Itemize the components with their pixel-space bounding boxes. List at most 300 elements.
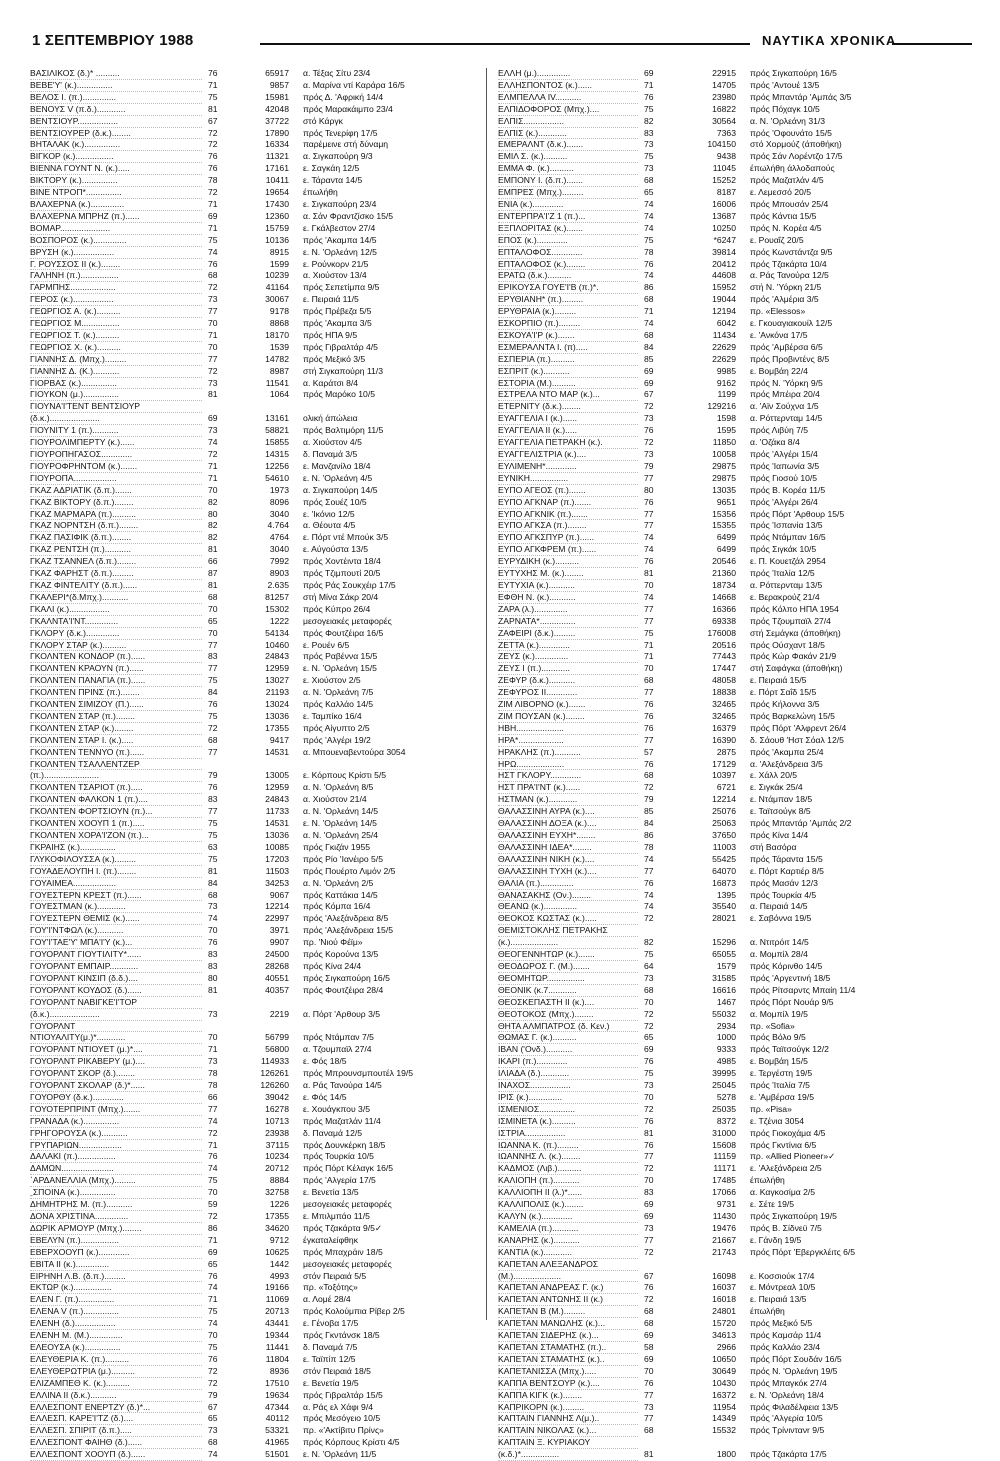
ship-row — [30, 532, 480, 544]
position-note: στό Κάργκ — [303, 115, 343, 126]
ship-row — [30, 925, 480, 937]
tonnage: 6042 — [716, 318, 736, 329]
build-year: 76 — [644, 556, 654, 567]
build-year: 76 — [208, 1270, 218, 1281]
ship-name: ΓΡΗΓΟΡΟΥΣΑ (κ.)........... — [30, 1127, 202, 1139]
position-note: πρός Δ. 'Αφρική 14/4 — [303, 91, 384, 102]
position-note: μεσογειακές μεταφορές — [303, 1258, 392, 1269]
build-year: 68 — [644, 675, 654, 686]
tonnage: 10460 — [265, 639, 289, 650]
position-note: έπωλήθη — [750, 1175, 785, 1186]
ship-name: ΒΕΝΤΣΙΟΥΡ................. — [30, 115, 202, 127]
build-year: 73 — [644, 163, 654, 174]
ship-row — [30, 425, 480, 437]
tonnage: 7992 — [269, 556, 289, 567]
build-year: 74 — [208, 1163, 218, 1174]
tonnage: *6247 — [713, 234, 736, 245]
position-note: πρός 'Αργεντινή 18/5 — [750, 972, 831, 983]
ship-name: ΓΚΟΛΝΤΕΝ ΠΡΙΝΣ (π.)........ — [30, 687, 202, 699]
tonnage: 10411 — [265, 175, 289, 186]
tonnage: 12360 — [265, 210, 289, 221]
ship-row — [30, 329, 480, 341]
issue-date: 1 ΣΕΠΤΕΜΒΡΙΟΥ 1988 — [32, 32, 194, 49]
ship-name: ΕΛΠΙΣ (κ.)............ — [498, 127, 638, 139]
build-year: 71 — [644, 306, 654, 317]
ship-row — [498, 1389, 970, 1401]
position-note: πρός Γιοσού 10/5 — [750, 472, 818, 483]
tonnage — [234, 996, 295, 1008]
ship-row — [30, 1199, 480, 1211]
position-note: ε. Ντάμπαν 18/5 — [750, 794, 813, 805]
ship-name: (κ.δ.)*................ — [498, 1449, 638, 1461]
ship-name: ΒΕΝΤΣΙΟΥΡΕΡ (δ.κ.)........ — [30, 127, 202, 139]
ship-name: ΕΛΕΥΘΕΡΙΑ Κ. (π.).......... — [30, 1353, 202, 1365]
ship-row — [498, 925, 970, 937]
ship-row — [30, 1211, 480, 1223]
build-year: 84 — [208, 877, 218, 888]
build-year: 72 — [208, 1377, 218, 1388]
ship-row — [498, 1377, 970, 1389]
ship-row — [498, 770, 970, 782]
ship-row — [498, 437, 970, 449]
tonnage: 15952 — [712, 282, 736, 293]
position-note: πρός Καλλάο 14/5 — [303, 699, 374, 710]
ship-row — [30, 1294, 480, 1306]
build-year: 73 — [644, 1080, 654, 1091]
tonnage: 5278 — [716, 1091, 736, 1102]
position-note: μεσογειακές μεταφορές — [303, 1199, 392, 1210]
tonnage: 24843 — [265, 651, 289, 662]
ship-name: ΕΛΕΝΑ V (π.)............... — [30, 1306, 202, 1318]
position-note: ε. Π. Κουετζάλ 2954 — [750, 556, 826, 567]
position-note: πρός Σεπετίμπα 9/5 — [303, 282, 380, 293]
tonnage: 17066 — [712, 1187, 736, 1198]
build-year: 72 — [208, 187, 218, 198]
position-note — [295, 996, 480, 1008]
build-year: 69 — [644, 68, 654, 79]
ship-name: ΕΛΛΕΣΠ. ΣΠΙΡΙΤ (δ.π.)..... — [30, 1425, 202, 1437]
ship-row — [498, 1103, 970, 1115]
ship-name: ΚΑΠΕΤΑΝ ΣΙΔΕΡΗΣ (κ.)... — [498, 1330, 638, 1342]
tonnage: 1539 — [269, 341, 289, 352]
ship-row — [498, 1056, 970, 1068]
ship-name: ΖΕΦΥΡ (δ.κ.)........... — [498, 675, 638, 687]
ship-name: ΘΑΛΑΣΣΙΝΗ ΑΥΡΑ (κ.).... — [498, 806, 638, 818]
build-year: 75 — [208, 675, 218, 686]
ship-name: ΓΙΑΝΝΗΣ Δ. (Μπχ.)......... — [30, 353, 202, 365]
ship-name: ΒΙΕΝΝΑ ΓΟΥΝΤ Ν. (κ.)..... — [30, 163, 202, 175]
build-year: 67 — [644, 389, 654, 400]
build-year: 77 — [208, 663, 218, 674]
tonnage: 23980 — [712, 91, 736, 102]
position-note: ε. Ταϊπίπ 12/5 — [303, 1353, 356, 1364]
position-note: στή Ν. 'Υόρκη 21/5 — [750, 282, 822, 293]
tonnage: 2.635 — [267, 579, 289, 590]
ship-row — [30, 1187, 480, 1199]
build-year: 72 — [208, 1127, 218, 1138]
tonnage: 9857 — [269, 79, 289, 90]
ship-name: ΗΣΤ ΠΡΑ'Ι'ΝΤ (κ.)...... — [498, 782, 638, 794]
ship-row — [30, 258, 480, 270]
ship-name: ΕΥΑΓΓΕΛΙΑ ΠΕΤΡΑΚΗ (κ.). — [498, 437, 638, 449]
position-note: πρός 'Ιταλία 7/5 — [750, 1080, 810, 1091]
ship-name: ΓΛΥΚΟΦΙΛΟΥΣΣΑ (κ.)......... — [30, 853, 202, 865]
position-note: πρός 'Αλεξάνδρεια 8/5 — [303, 913, 389, 924]
build-year: 72 — [644, 1246, 654, 1257]
build-year: 78 — [644, 246, 654, 257]
position-note: ε. Μανζανίλο 18/4 — [303, 460, 371, 471]
tonnage: 81257 — [265, 591, 289, 602]
tonnage: 14349 — [712, 1413, 736, 1424]
position-note: ε. Χάλλ 20/5 — [750, 770, 798, 781]
tonnage: 15855 — [265, 437, 289, 448]
position-note: πρός Πόρτ Κέλαγκ 16/5 — [303, 1163, 394, 1174]
build-year: 69 — [208, 1246, 218, 1257]
ship-name: ΓΚΑΖ ΦΙΝΤΕΛΙΤΥ (δ.π.)...... — [30, 579, 202, 591]
ship-name: ΘΩΜΑΣ Γ. (κ.).......... — [498, 1032, 638, 1044]
build-year: 72 — [208, 282, 218, 293]
position-note: πρός Μαζατλάν 11/4 — [303, 1115, 381, 1126]
ship-name: ΓΚΛΟΡΥ ΣΤΑΡ (κ.).......... — [30, 639, 202, 651]
position-note: πρός Γιβραλτάρ 15/5 — [303, 1389, 383, 1400]
position-note: πρός Τουρκία 10/5 — [303, 1151, 374, 1162]
ship-row — [498, 127, 970, 139]
build-year: 71 — [208, 1294, 218, 1305]
ship-row — [30, 234, 480, 246]
ship-row — [498, 591, 970, 603]
build-year: 75 — [644, 151, 654, 162]
build-year: 74 — [208, 246, 218, 257]
ship-name: ΘΑΝΑΣΑΚΗΣ (Ον.)........ — [498, 889, 638, 901]
build-year: 68 — [208, 889, 218, 900]
build-year: 70 — [208, 1032, 218, 1043]
position-note: ε. Πόρτ ντέ Μπούκ 3/5 — [303, 532, 389, 543]
build-year: 74 — [208, 1449, 218, 1460]
build-year: 83 — [208, 794, 218, 805]
ship-row — [30, 1449, 480, 1461]
tonnage: 11541 — [265, 377, 289, 388]
build-year: 67 — [208, 1401, 218, 1412]
tonnage: 24843 — [265, 794, 289, 805]
position-note — [742, 1258, 970, 1270]
tonnage: 10085 — [265, 841, 289, 852]
position-note: ε. Ν. 'Ορλεάνη 15/5 — [303, 663, 377, 674]
build-year: 73 — [644, 1222, 654, 1233]
position-note: στό Χορμούζ (άποθήκη) — [750, 139, 842, 150]
build-year: 76 — [644, 877, 654, 888]
ship-row — [498, 341, 970, 353]
build-year: 65 — [208, 1258, 218, 1269]
tonnage: 25045 — [712, 1080, 736, 1091]
position-note: α. Χιούστον 21/4 — [303, 794, 367, 805]
ship-row — [30, 627, 480, 639]
tonnage: 16037 — [712, 1282, 736, 1293]
ship-row — [30, 579, 480, 591]
position-note: δ. Παναμά 3/5 — [303, 449, 358, 459]
build-year: 76 — [208, 782, 218, 793]
ship-row — [30, 306, 480, 318]
ship-name: ΚΑΠΕΤΑΝ ΜΑΝΩΛΗΣ (κ.)... — [498, 1318, 638, 1330]
position-note: πρός Βαλτιμόρη 11/5 — [303, 425, 384, 436]
ship-row — [30, 1056, 480, 1068]
position-note: δ. Σάουθ 'Ηστ Σόαλ 12/5 — [750, 734, 844, 745]
position-note: πρ. «'Ακτίβιτυ Πρίνς» — [303, 1425, 384, 1436]
position-note: ε. Τεργέστη 19/5 — [750, 1068, 813, 1079]
ship-row — [30, 877, 480, 889]
position-note: ε. Βομβάη 15/5 — [750, 1056, 808, 1067]
tonnage: 39042 — [265, 1091, 289, 1102]
build-year: 75 — [208, 91, 218, 102]
ship-row — [498, 722, 970, 734]
build-year: 68 — [644, 1306, 654, 1317]
position-note: α. Ράς Τανούρα 12/5 — [750, 270, 829, 281]
tonnage: 126261 — [260, 1068, 289, 1079]
tonnage: 16390 — [712, 734, 736, 745]
tonnage: 6499 — [716, 532, 736, 543]
ship-row — [30, 1389, 480, 1401]
ship-row — [498, 449, 970, 461]
position-note: α. Μομπίλ 19/5 — [750, 1008, 808, 1019]
ship-row — [498, 1234, 970, 1246]
ship-name: ΓΟΥΟΡΛΝΤ ΕΜΠΑΙΡ............ — [30, 960, 202, 972]
position-note: πρός Τουρκία 4/5 — [750, 889, 817, 900]
ship-name: ΓΙΟΥΡΟΛΙΜΠΕΡΤΥ (κ.)...... — [30, 437, 202, 449]
ship-row — [30, 175, 480, 187]
tonnage: 24500 — [265, 949, 289, 960]
build-year: 70 — [644, 996, 654, 1007]
position-note: πρός Λιβύη 7/5 — [750, 425, 809, 436]
position-note — [295, 401, 480, 413]
build-year: 70 — [208, 341, 218, 352]
tonnage: 2219 — [269, 1008, 289, 1019]
position-note: πρός Μαζατλάν 4/5 — [750, 175, 824, 186]
position-note: πρός Τρίνιντανr 9/5 — [750, 1425, 825, 1436]
position-note: πρός Σουέζ 10/5 — [303, 496, 367, 507]
build-year: 80 — [208, 508, 218, 519]
build-year: 82 — [644, 115, 654, 126]
build-year: 78 — [208, 1068, 218, 1079]
position-note: ε. Τζένια 3054 — [750, 1115, 805, 1126]
tonnage: 14315 — [265, 449, 289, 459]
ship-name: ΘΑΛΑΣΣΙΝΗ ΙΔΕΑ*........ — [498, 841, 638, 853]
position-note: πρός 'Αλγερία 17/5 — [303, 1175, 376, 1186]
ship-row — [30, 270, 480, 282]
position-note: ε. Μόντρεαλ 10/5 — [750, 1282, 816, 1293]
build-year: 72 — [208, 1365, 218, 1376]
ship-row — [498, 294, 970, 306]
position-note: ε. Λεμεσσό 20/5 — [750, 187, 811, 198]
build-year: 72 — [644, 913, 654, 924]
build-year: 77 — [644, 1151, 654, 1162]
position-note: πρός 'Ιαπωνία 3/5 — [750, 460, 820, 471]
tonnage: 1595 — [716, 425, 736, 436]
ship-name: ΚΑΠΠΑ ΚΙΓΚ (κ.)........ — [498, 1389, 638, 1401]
build-year: 82 — [208, 520, 218, 531]
ship-name: ΕΥΤΥΧΙΑ (κ.)........... — [498, 579, 638, 591]
position-note: πρός 'Ακαμπα 14/5 — [303, 234, 377, 245]
ship-name: ΓΟΥ'Ι'ΤΑΕ'Υ' ΜΠΑ'Ι'Υ (κ.)... — [30, 937, 202, 949]
ship-row — [30, 365, 480, 377]
tonnage — [670, 925, 742, 937]
position-note: α. Μομπίλ 28/4 — [750, 949, 808, 960]
right-column — [498, 68, 970, 1460]
build-year: 63 — [208, 841, 218, 852]
ship-row — [498, 246, 970, 258]
position-note: ε. 'Αλεξάνδρεια 2/5 — [750, 1163, 822, 1174]
position-note: πρός Κόλπο ΗΠΑ 1954 — [750, 603, 839, 614]
position-note: πρός 'Αμβέρσα 6/5 — [750, 341, 823, 352]
build-year — [638, 1437, 670, 1449]
ship-name: ΕΛΛΕΣΠ. ΚΑΡΕ'Ι'ΤΖ (δ.).... — [30, 1413, 202, 1425]
tonnage: 1222 — [269, 615, 289, 626]
tonnage: 54134 — [265, 627, 289, 638]
tonnage — [670, 1258, 742, 1270]
ship-row — [498, 1115, 970, 1127]
ship-row — [30, 710, 480, 722]
ship-row — [30, 163, 480, 175]
build-year: 74 — [644, 901, 654, 912]
build-year: 73 — [208, 901, 218, 912]
position-note: πρός Βόλο 9/5 — [750, 1032, 806, 1043]
ship-name: ΕΥΝΙΚΗ................ — [498, 472, 638, 484]
ship-row — [30, 1091, 480, 1103]
position-note: πρός 'Ιταλία 12/5 — [750, 568, 815, 579]
ship-name: ΕΛΕΟΥΣΑ (κ.)............... — [30, 1341, 202, 1353]
publication-title: ΝΑΥΤΙΚΑ ΧΡΟΝΙΚΑ — [762, 33, 897, 48]
ship-name: ΓΙΑΝΝΗΣ Δ. (Κ.)........... — [30, 365, 202, 377]
build-year: 73 — [208, 425, 218, 436]
position-note: πρός Μπέιρα 20/4 — [750, 389, 820, 400]
build-year: 74 — [644, 270, 654, 281]
ship-name: ΚΑΠΤΑΙΝ Ξ. ΚΥΡΙΑΚΟΥ — [498, 1437, 638, 1449]
build-year: 71 — [208, 329, 218, 340]
ship-row — [30, 377, 480, 389]
ship-row — [30, 758, 480, 770]
build-year: 83 — [208, 949, 218, 960]
ship-row — [498, 734, 970, 746]
ship-row — [30, 1008, 480, 1020]
position-note: πρός Κάντια 15/5 — [750, 210, 817, 221]
ship-name: ΕΥΠΟ ΑΓΚΝΙΚ (π.)....... — [498, 508, 638, 520]
tonnage: 9712 — [269, 1234, 289, 1245]
position-note: πρός Καττάκια 14/5 — [303, 889, 378, 900]
ship-row — [30, 1175, 480, 1187]
ship-row — [30, 568, 480, 580]
ship-name: ΕΛΕΝ Γ. (π.)............... — [30, 1294, 202, 1306]
ship-name: ΕΜΠΟΝΥ Ι. (δ.π.)....... — [498, 175, 638, 187]
ship-row — [498, 222, 970, 234]
ship-name: ΓΚΑΛΙ (κ.)................. — [30, 603, 202, 615]
position-note: ε. Πειραιά 11/5 — [303, 294, 359, 305]
position-note: δ. Παναμά 7/5 — [303, 1341, 358, 1352]
ship-row — [498, 1306, 970, 1318]
position-note: ε. Ρουαΐζ 20/5 — [750, 234, 804, 245]
build-year: 72 — [644, 1103, 654, 1114]
ship-name: ΖΑΡΝΑΤΑ*............... — [498, 615, 638, 627]
position-note: ε. Κόρπους Κρίστι 5/5 — [303, 770, 387, 781]
ship-name: ΕΛΛΕΣΠΟΝΤ ΦΑΙΗΘ (δ.)...... — [30, 1437, 202, 1449]
build-year: 75 — [208, 853, 218, 864]
position-note: α. Μπουεναβεντούρα 3054 — [303, 746, 406, 757]
build-year: 76 — [208, 163, 218, 174]
ship-row — [498, 1068, 970, 1080]
ship-name: ΒΕΒΕ'Υ' (κ.)............... — [30, 79, 202, 91]
position-note: α. Ράς Τανούρα 14/5 — [303, 1080, 382, 1091]
build-year: 76 — [644, 1377, 654, 1388]
ship-row — [498, 1270, 970, 1282]
ship-row — [30, 318, 480, 330]
ship-row — [30, 972, 480, 984]
right-ship-table — [498, 68, 970, 1461]
ship-row — [498, 460, 970, 472]
position-note: πρός 'Οφουνάτο 15/5 — [750, 127, 832, 138]
ship-name: (Μ.).................... — [498, 1270, 638, 1282]
ship-name: ΓΟΥΕΣΤΜΑΝ (κ.)............ — [30, 901, 202, 913]
build-year: 77 — [644, 1234, 654, 1245]
ship-name: ΖΙΜ ΠΟΥΣΑΝ (κ.)........ — [498, 710, 638, 722]
ship-row — [30, 591, 480, 603]
position-note: πρός Τζακάρτα 9/5✓ — [303, 1222, 383, 1233]
tonnage: 17355 — [265, 1211, 289, 1221]
ship-name: ΓΚΑΖ ΦΑΡΗΣΤ (δ.π.)......... — [30, 568, 202, 580]
ship-row — [30, 853, 480, 865]
ship-row — [498, 198, 970, 210]
tonnage: 1800 — [716, 1449, 736, 1460]
ship-row — [30, 139, 480, 151]
ship-name: ΓΚΟΛΝΤΕΝ ΣΤΑΡ (κ.)........ — [30, 722, 202, 734]
ship-name: ΙΩΑΝΝΗΣ Λ. (κ.)........ — [498, 1151, 638, 1163]
ship-name: ΚΑΔΜΟΣ (Λιβ.).......... — [498, 1163, 638, 1175]
ship-name: ΕΛΕΥΘΕΡΩΤΡΙΑ (μ.).......... — [30, 1365, 202, 1377]
ship-row — [30, 675, 480, 687]
ship-name: ΕΥΛΙΜΕΝΗ*............. — [498, 460, 638, 472]
build-year: 82 — [208, 496, 218, 507]
ship-row — [30, 949, 480, 961]
tonnage: 15302 — [265, 603, 289, 614]
build-year: 80 — [644, 484, 654, 495]
tonnage: 3971 — [269, 925, 289, 936]
tonnage: 16372 — [712, 1389, 736, 1400]
position-note: ολική άπώλεια — [303, 413, 358, 424]
ship-name: ΕΡΑΤΩ (δ.κ.).......... — [498, 270, 638, 282]
position-note: ε. Σέτε 19/5 — [750, 1199, 795, 1210]
ship-row — [30, 651, 480, 663]
tonnage: 41164 — [265, 282, 289, 293]
position-note: πρός Μπουσάν 25/4 — [750, 198, 829, 209]
build-year: 68 — [644, 294, 654, 305]
position-note: ε. Ν. 'Ορλεάνη 4/5 — [303, 472, 373, 483]
position-note: μεσογειακές μεταφορές — [303, 615, 392, 626]
ship-name: ΓΚΟΛΝΤΕΝ ΣΤΑΡ (π.)........ — [30, 710, 202, 722]
build-year: 83 — [644, 127, 654, 138]
ship-name: ΓΕΩΡΓΙΟΣ Α. (κ.).......... — [30, 306, 202, 318]
ship-name: ΓΚΟΛΝΤΕΝ ΧΟΡΑ'Ι'ΖΟΝ (π.)... — [30, 830, 202, 842]
ship-row — [498, 1008, 970, 1020]
position-note: ε. Γκουαγιακουίλ 12/5 — [750, 318, 833, 329]
position-note: α. Πειραιά 14/5 — [750, 901, 808, 912]
position-note: ε. Σαβόννα 19/5 — [750, 913, 812, 924]
tonnage: 40551 — [265, 972, 289, 983]
tonnage: 29875 — [712, 472, 736, 483]
tonnage: 16616 — [712, 984, 736, 995]
position-note: πρός Κίνα 14/4 — [750, 830, 809, 840]
ship-row — [498, 568, 970, 580]
build-year: 72 — [644, 1163, 654, 1174]
ship-name: ΔΟΝΑ ΧΡΙΣΤΙΝΑ.............. — [30, 1211, 202, 1223]
tonnage: 29875 — [712, 460, 736, 471]
ship-row — [498, 1437, 970, 1449]
ship-name: ΓΚΟΛΝΤΕΝ ΣΤΑΡ Ι. (κ.)..... — [30, 734, 202, 746]
